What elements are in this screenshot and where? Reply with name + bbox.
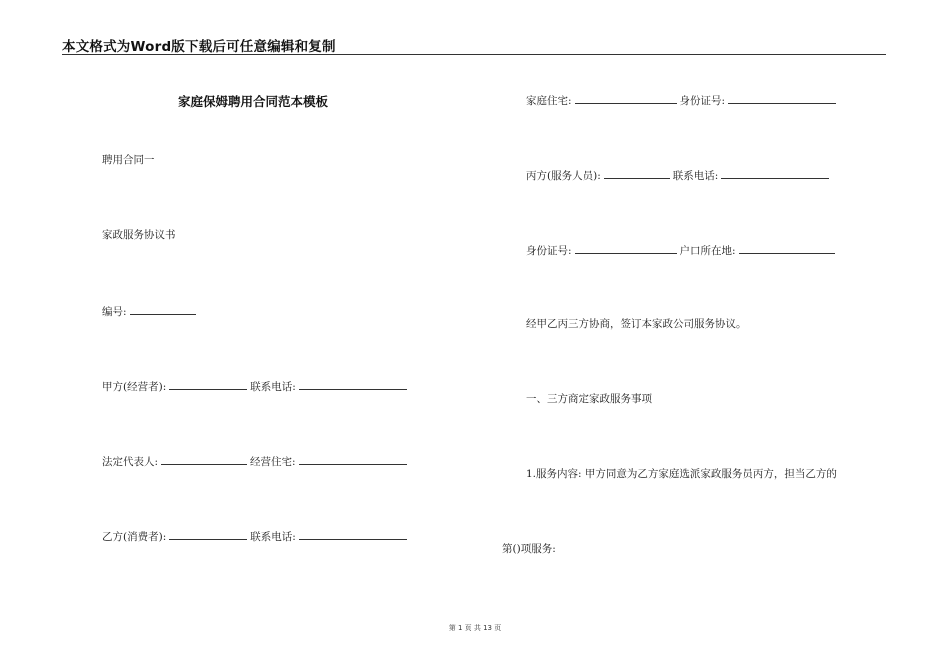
household-blank bbox=[739, 242, 835, 254]
business-address-label: 经营住宅: bbox=[250, 456, 296, 468]
id-number-label: 身份证号: bbox=[679, 95, 726, 107]
home-address-label: 家庭住宅: bbox=[526, 95, 572, 107]
banner-text: 本文格式为Word版下载后可任意编辑和复制 bbox=[62, 39, 336, 55]
page-number: 第 1 页 共 13 页 bbox=[448, 624, 502, 632]
id-household-row bbox=[526, 242, 838, 258]
party-a-row bbox=[102, 378, 410, 394]
business-address-blank bbox=[299, 453, 407, 465]
legal-rep-blank bbox=[161, 453, 247, 465]
document-banner bbox=[62, 34, 886, 55]
contract-heading: 聘用合同一 bbox=[102, 154, 155, 166]
agreement-heading: 家政服务协议书 bbox=[102, 229, 176, 241]
party-a-phone-label: 联系电话: bbox=[250, 381, 296, 393]
party-c-id-label: 身份证号: bbox=[526, 245, 572, 257]
party-c-row bbox=[526, 167, 832, 183]
number-field bbox=[102, 303, 199, 319]
household-label: 户口所在地: bbox=[679, 245, 736, 257]
id-number-blank bbox=[728, 92, 836, 104]
party-c-blank bbox=[604, 167, 670, 179]
party-a-blank bbox=[169, 378, 247, 390]
party-c-phone-blank bbox=[721, 167, 829, 179]
party-c-phone-label: 联系电话: bbox=[672, 170, 719, 182]
party-b-phone-label: 联系电话: bbox=[250, 531, 296, 543]
party-b-phone-blank bbox=[299, 528, 407, 540]
legal-rep-row bbox=[102, 453, 410, 469]
party-c-id-blank bbox=[575, 242, 677, 254]
service-content-text: 1.服务内容: 甲方同意为乙方家庭选派家政服务员丙方，担当乙方的 bbox=[526, 468, 837, 480]
party-a-phone-blank bbox=[299, 378, 407, 390]
section-one-heading: 一、三方商定家政服务事项 bbox=[526, 393, 652, 405]
service-item-text: 第()项服务: bbox=[502, 543, 556, 555]
party-b-blank bbox=[169, 528, 247, 540]
party-b-row bbox=[102, 528, 410, 544]
party-b-label: 乙方(消费者): bbox=[102, 531, 167, 543]
number-label: 编号: bbox=[102, 306, 127, 318]
document-title: 家庭保姆聘用合同范本模板 bbox=[178, 94, 329, 109]
party-c-label: 丙方(服务人员): bbox=[526, 170, 601, 182]
agreement-statement: 经甲乙丙三方协商，签订本家政公司服务协议。 bbox=[526, 318, 747, 330]
number-blank bbox=[130, 303, 196, 315]
party-a-label: 甲方(经营者): bbox=[102, 381, 167, 393]
legal-rep-label: 法定代表人: bbox=[102, 456, 159, 468]
home-address-row bbox=[526, 92, 839, 108]
home-address-blank bbox=[575, 92, 677, 104]
